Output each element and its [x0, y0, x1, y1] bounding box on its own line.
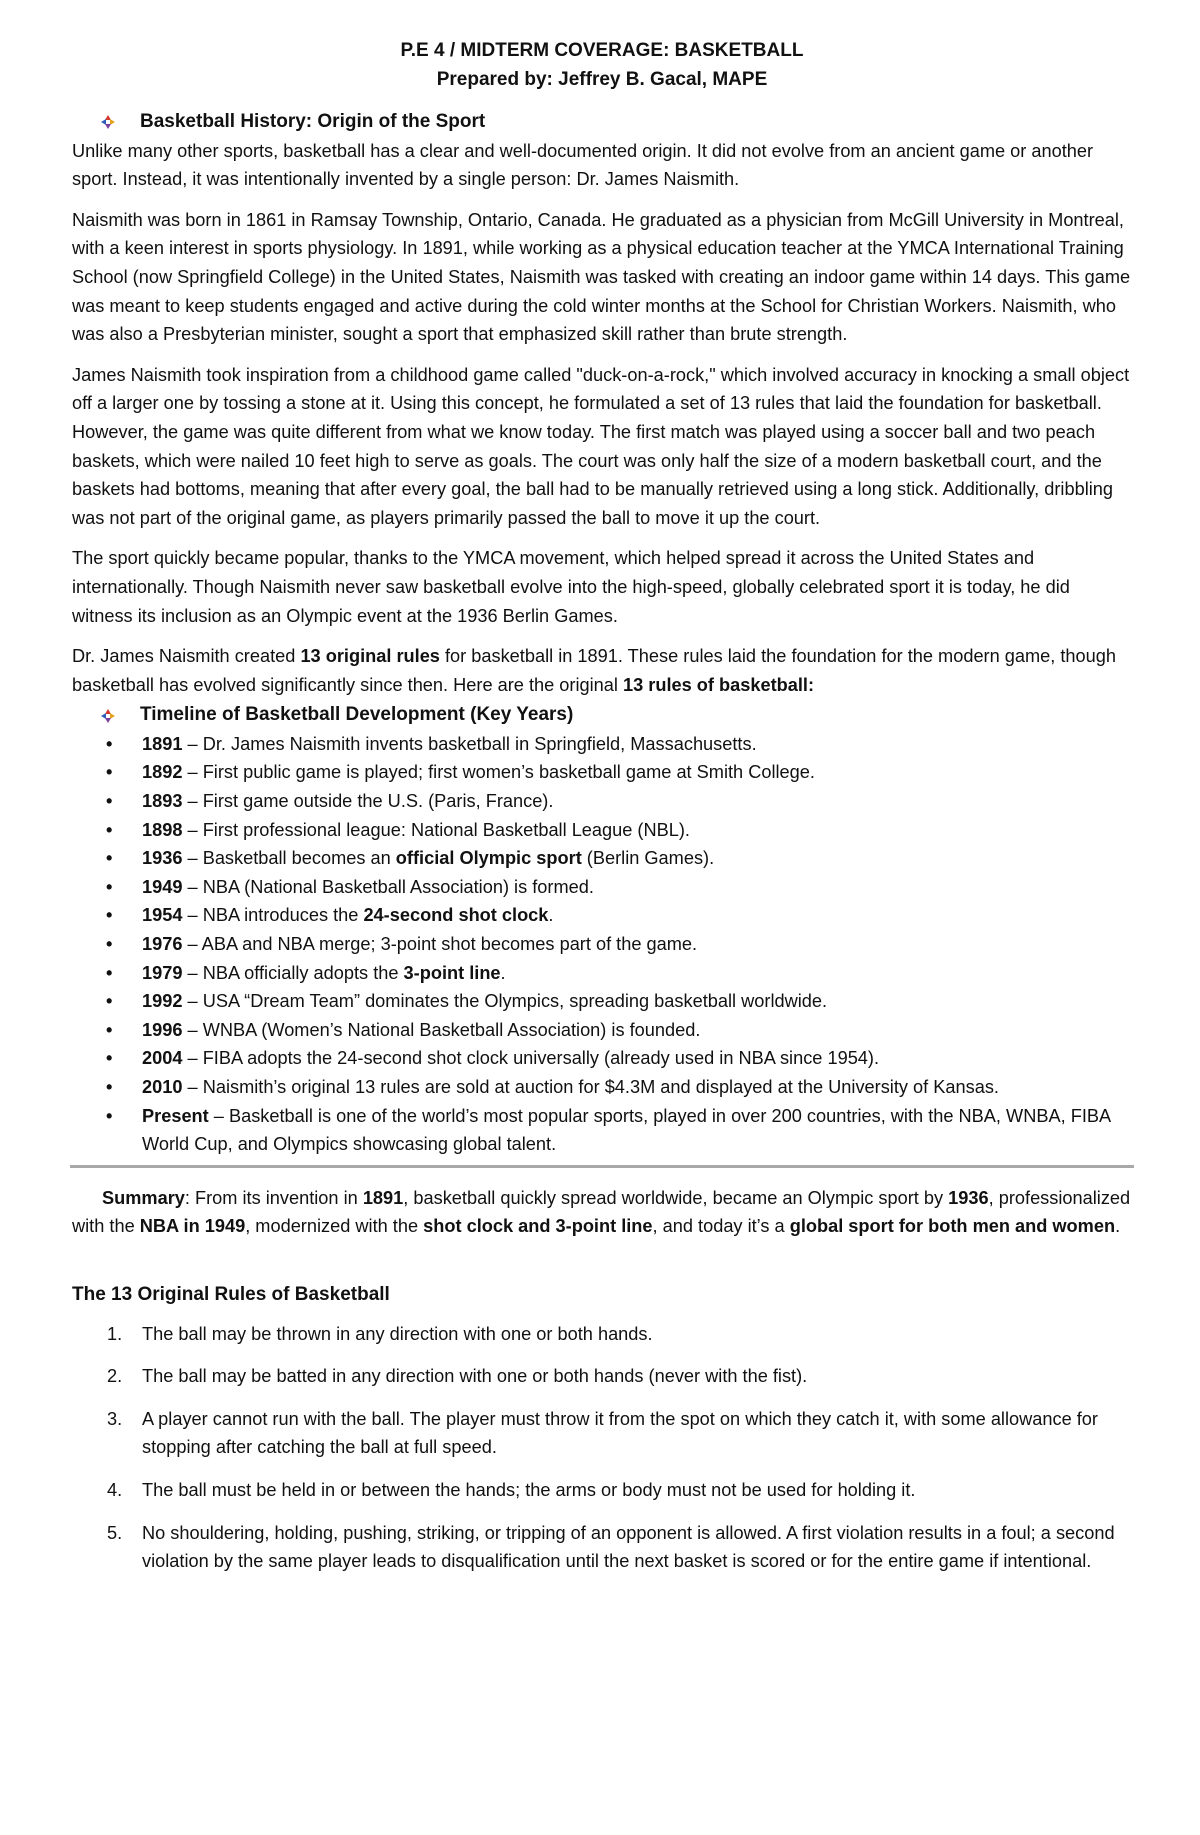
timeline-tail: (Berlin Games). — [581, 848, 715, 869]
timeline-text: – Dr. James Naismith invents basketball in Springfield, Massachusetts. — [182, 733, 757, 754]
rule-text: The ball may be thrown in any direction with one or both hands. — [142, 1323, 653, 1344]
timeline-item — [72, 758, 1132, 787]
timeline-year: 1936 — [142, 848, 183, 869]
timeline-year: 1893 — [142, 791, 183, 812]
arrow-bullet-icon — [72, 114, 140, 130]
bullet-marker: • — [106, 991, 113, 1012]
timeline-text: – First public game is played; first women’s basketball game at Smith College. — [182, 762, 815, 783]
rule-number: 2. — [107, 1366, 123, 1387]
rule-text: The ball may be batted in any direction with one or both hands (never with the fist). — [142, 1366, 808, 1387]
bullet-marker: • — [106, 1019, 113, 1040]
text-run: Dr. James Naismith created — [72, 646, 301, 667]
timeline-year: 2010 — [142, 1077, 183, 1097]
timeline-year: 1976 — [142, 934, 183, 955]
timeline-text: – ABA and NBA merge; 3-point shot becomes part of the game. — [182, 934, 698, 955]
rules-list — [72, 1320, 1132, 1576]
bullet-marker: • — [106, 962, 113, 983]
bullet-marker: • — [106, 733, 113, 754]
paragraph: The sport quickly became popular, thanks to the YMCA movement, which helped spread it across the United States and internationally. Though Naismith never saw basketball evolve into the high-speed, globally celebrated sport it is today, he did witness its inclusion as an Olympic event at the 1936 Berlin Games. — [72, 548, 1070, 626]
timeline-year: 1954 — [142, 905, 183, 926]
bullet-marker: • — [106, 791, 113, 812]
rule-item — [72, 1519, 1132, 1576]
bullet-marker: • — [106, 1048, 113, 1069]
timeline-text: – FIBA adopts the 24-second shot clock universally (already used in NBA since 1954). — [182, 1048, 880, 1069]
timeline-item — [72, 730, 1132, 759]
section-heading-label: Timeline of Basketball Development (Key Years) — [140, 704, 574, 726]
timeline-text: – Naismith’s original 13 rules are sold at auction for $4.3M and displayed at the University of Kansas. — [182, 1077, 999, 1097]
timeline-year: 1992 — [142, 991, 183, 1012]
timeline-item — [72, 1102, 1132, 1159]
timeline-text: – NBA officially adopts the — [182, 962, 404, 983]
timeline-item — [72, 1073, 1132, 1102]
timeline-item — [72, 930, 1132, 959]
text-run: , basketball quickly spread worldwide, became an Olympic sport by — [403, 1187, 949, 1208]
timeline-emphasis: official Olympic sport — [395, 848, 582, 869]
timeline-year: 1898 — [142, 819, 183, 840]
timeline-year: 1892 — [142, 762, 183, 783]
timeline-year: 1996 — [142, 1019, 183, 1040]
timeline-year: 1949 — [142, 876, 183, 897]
bold-run: NBA in 1949 — [139, 1216, 246, 1237]
timeline-item — [72, 844, 1132, 873]
rule-item — [72, 1476, 1132, 1505]
timeline-item — [72, 959, 1132, 988]
paragraph: James Naismith took inspiration from a childhood game called "duck-on-a-rock," which involved accuracy in knocking a small object off a larger one by tossing a stone at it. Using this concept, he formulated a set of 13 rules that laid the foundation for basketball. However, the game was quite different from what we know today. The first match was played using a soccer ball and two peach baskets, which were nailed 10 feet high to serve as goals. The court was only half the size of a modern basketball court, and the baskets had bottoms, meaning that after every goal, the ball had to be manually retrieved using a long stick. Additionally, dribbling was not part of the original game, as players primarily passed the ball to move it up the court. — [72, 364, 1130, 528]
rule-number: 1. — [107, 1323, 123, 1344]
timeline-list — [72, 730, 1132, 1159]
rule-text: A player cannot run with the ball. The player must throw it from the spot on which they catch it, with some allowance for stopping after catching the ball at full speed. — [142, 1408, 1098, 1458]
timeline-tail: . — [548, 905, 554, 926]
timeline-emphasis: 24-second shot clock — [363, 905, 549, 926]
rule-item — [72, 1405, 1132, 1462]
arrow-bullet-icon — [72, 708, 140, 724]
rule-item — [72, 1362, 1132, 1391]
bullet-marker: • — [106, 1077, 113, 1097]
bullet-marker: • — [106, 934, 113, 955]
timeline-text: – First professional league: National Basketball League (NBL). — [182, 819, 690, 840]
timeline-text: – WNBA (Women’s National Basketball Association) is founded. — [182, 1019, 701, 1040]
section-heading-timeline — [72, 701, 1132, 730]
bullet-marker: • — [106, 1105, 113, 1126]
text-run: for basketball in 1891. These rules laid the foundation for the modern game, though basketball has evolved significantly since then. Here are the original — [72, 646, 1117, 695]
section-heading-history — [72, 108, 1132, 137]
timeline-tail: . — [500, 962, 506, 983]
text-run: , professionalized with the — [72, 1187, 1131, 1237]
bullet-marker: • — [106, 848, 113, 869]
document-author: Prepared by: Jeffrey B. Gacal, MAPE — [436, 69, 768, 90]
text-run: , modernized with the — [245, 1216, 424, 1237]
timeline-year: 2004 — [142, 1048, 183, 1069]
summary-label: Summary — [102, 1187, 185, 1208]
timeline-text: – First game outside the U.S. (Paris, France). — [182, 791, 554, 812]
timeline-year: 1979 — [142, 962, 183, 983]
timeline-item — [72, 987, 1132, 1016]
bold-run: 1891 — [362, 1187, 404, 1208]
rule-number: 5. — [107, 1522, 123, 1543]
rule-text: The ball must be held in or between the hands; the arms or body must not be used for holding it. — [142, 1479, 916, 1500]
bullet-marker: • — [106, 819, 113, 840]
bold-run: 13 original rules — [300, 646, 440, 667]
timeline-text: – Basketball becomes an — [182, 848, 396, 869]
timeline-text: – USA “Dream Team” dominates the Olympics, spreading basketball worldwide. — [182, 991, 828, 1012]
timeline-item — [72, 787, 1132, 816]
timeline-year: 1891 — [142, 733, 183, 754]
paragraph: Unlike many other sports, basketball has a clear and well-documented origin. It did not evolve from an ancient game or another sport. Instead, it was intentionally invented by a single person: Dr. James Naismith. — [72, 140, 1094, 190]
horizontal-divider — [70, 1165, 1134, 1168]
summary-paragraph — [72, 1184, 1132, 1241]
document-header — [72, 36, 1132, 94]
timeline-item — [72, 1044, 1132, 1073]
timeline-item — [72, 873, 1132, 902]
timeline-item — [72, 1016, 1132, 1045]
timeline-item — [72, 901, 1132, 930]
bold-run: 1936 — [948, 1187, 989, 1208]
timeline-year: Present — [142, 1105, 209, 1126]
document-page — [72, 36, 1132, 1590]
timeline-emphasis: 3-point line — [403, 962, 501, 983]
bold-run: 13 rules of basketball: — [623, 674, 815, 695]
bold-run: shot clock and 3-point line — [423, 1216, 653, 1237]
document-title: P.E 4 / MIDTERM COVERAGE: BASKETBALL — [400, 40, 804, 61]
text-run: . — [1115, 1216, 1121, 1237]
timeline-text: – NBA (National Basketball Association) is formed. — [182, 876, 594, 897]
timeline-item — [72, 816, 1132, 845]
rule-text: No shouldering, holding, pushing, striking, or tripping of an opponent is allowed. A first violation results in a foul; a second violation by the same player leads to disqualification until the next basket is scored or for the entire game if intentional. — [142, 1522, 1115, 1572]
paragraph: Naismith was born in 1861 in Ramsay Township, Ontario, Canada. He graduated as a physician from McGill University in Montreal, with a keen interest in sports physiology. In 1891, while working as a physical education teacher at the YMCA International Training School (now Springfield College) in the United States, Naismith was tasked with creating an indoor game within 14 days. This game was meant to keep students engaged and active during the cold winter months at the School for Christian Workers. Naismith, who was also a Presbyterian minister, sought a sport that emphasized skill rather than brute strength. — [72, 209, 1131, 345]
timeline-text: – Basketball is one of the world’s most popular sports, played in over 200 countries, with the NBA, WNBA, FIBA World Cup, and Olympics showcasing global talent. — [142, 1105, 1111, 1155]
rule-item — [72, 1320, 1132, 1349]
rules-heading: The 13 Original Rules of Basketball — [72, 1283, 390, 1305]
rule-number: 3. — [107, 1408, 123, 1429]
bullet-marker: • — [106, 905, 113, 926]
paragraph — [72, 642, 1132, 699]
bullet-marker: • — [106, 762, 113, 783]
text-run: , and today it’s a — [652, 1216, 790, 1237]
text-run: : From its invention in — [184, 1187, 363, 1208]
section-heading-label: Basketball History: Origin of the Sport — [140, 111, 486, 132]
timeline-text: – NBA introduces the — [182, 905, 364, 926]
rule-number: 4. — [107, 1479, 123, 1500]
bullet-marker: • — [106, 876, 113, 897]
bold-run: global sport for both men and women — [789, 1216, 1116, 1237]
